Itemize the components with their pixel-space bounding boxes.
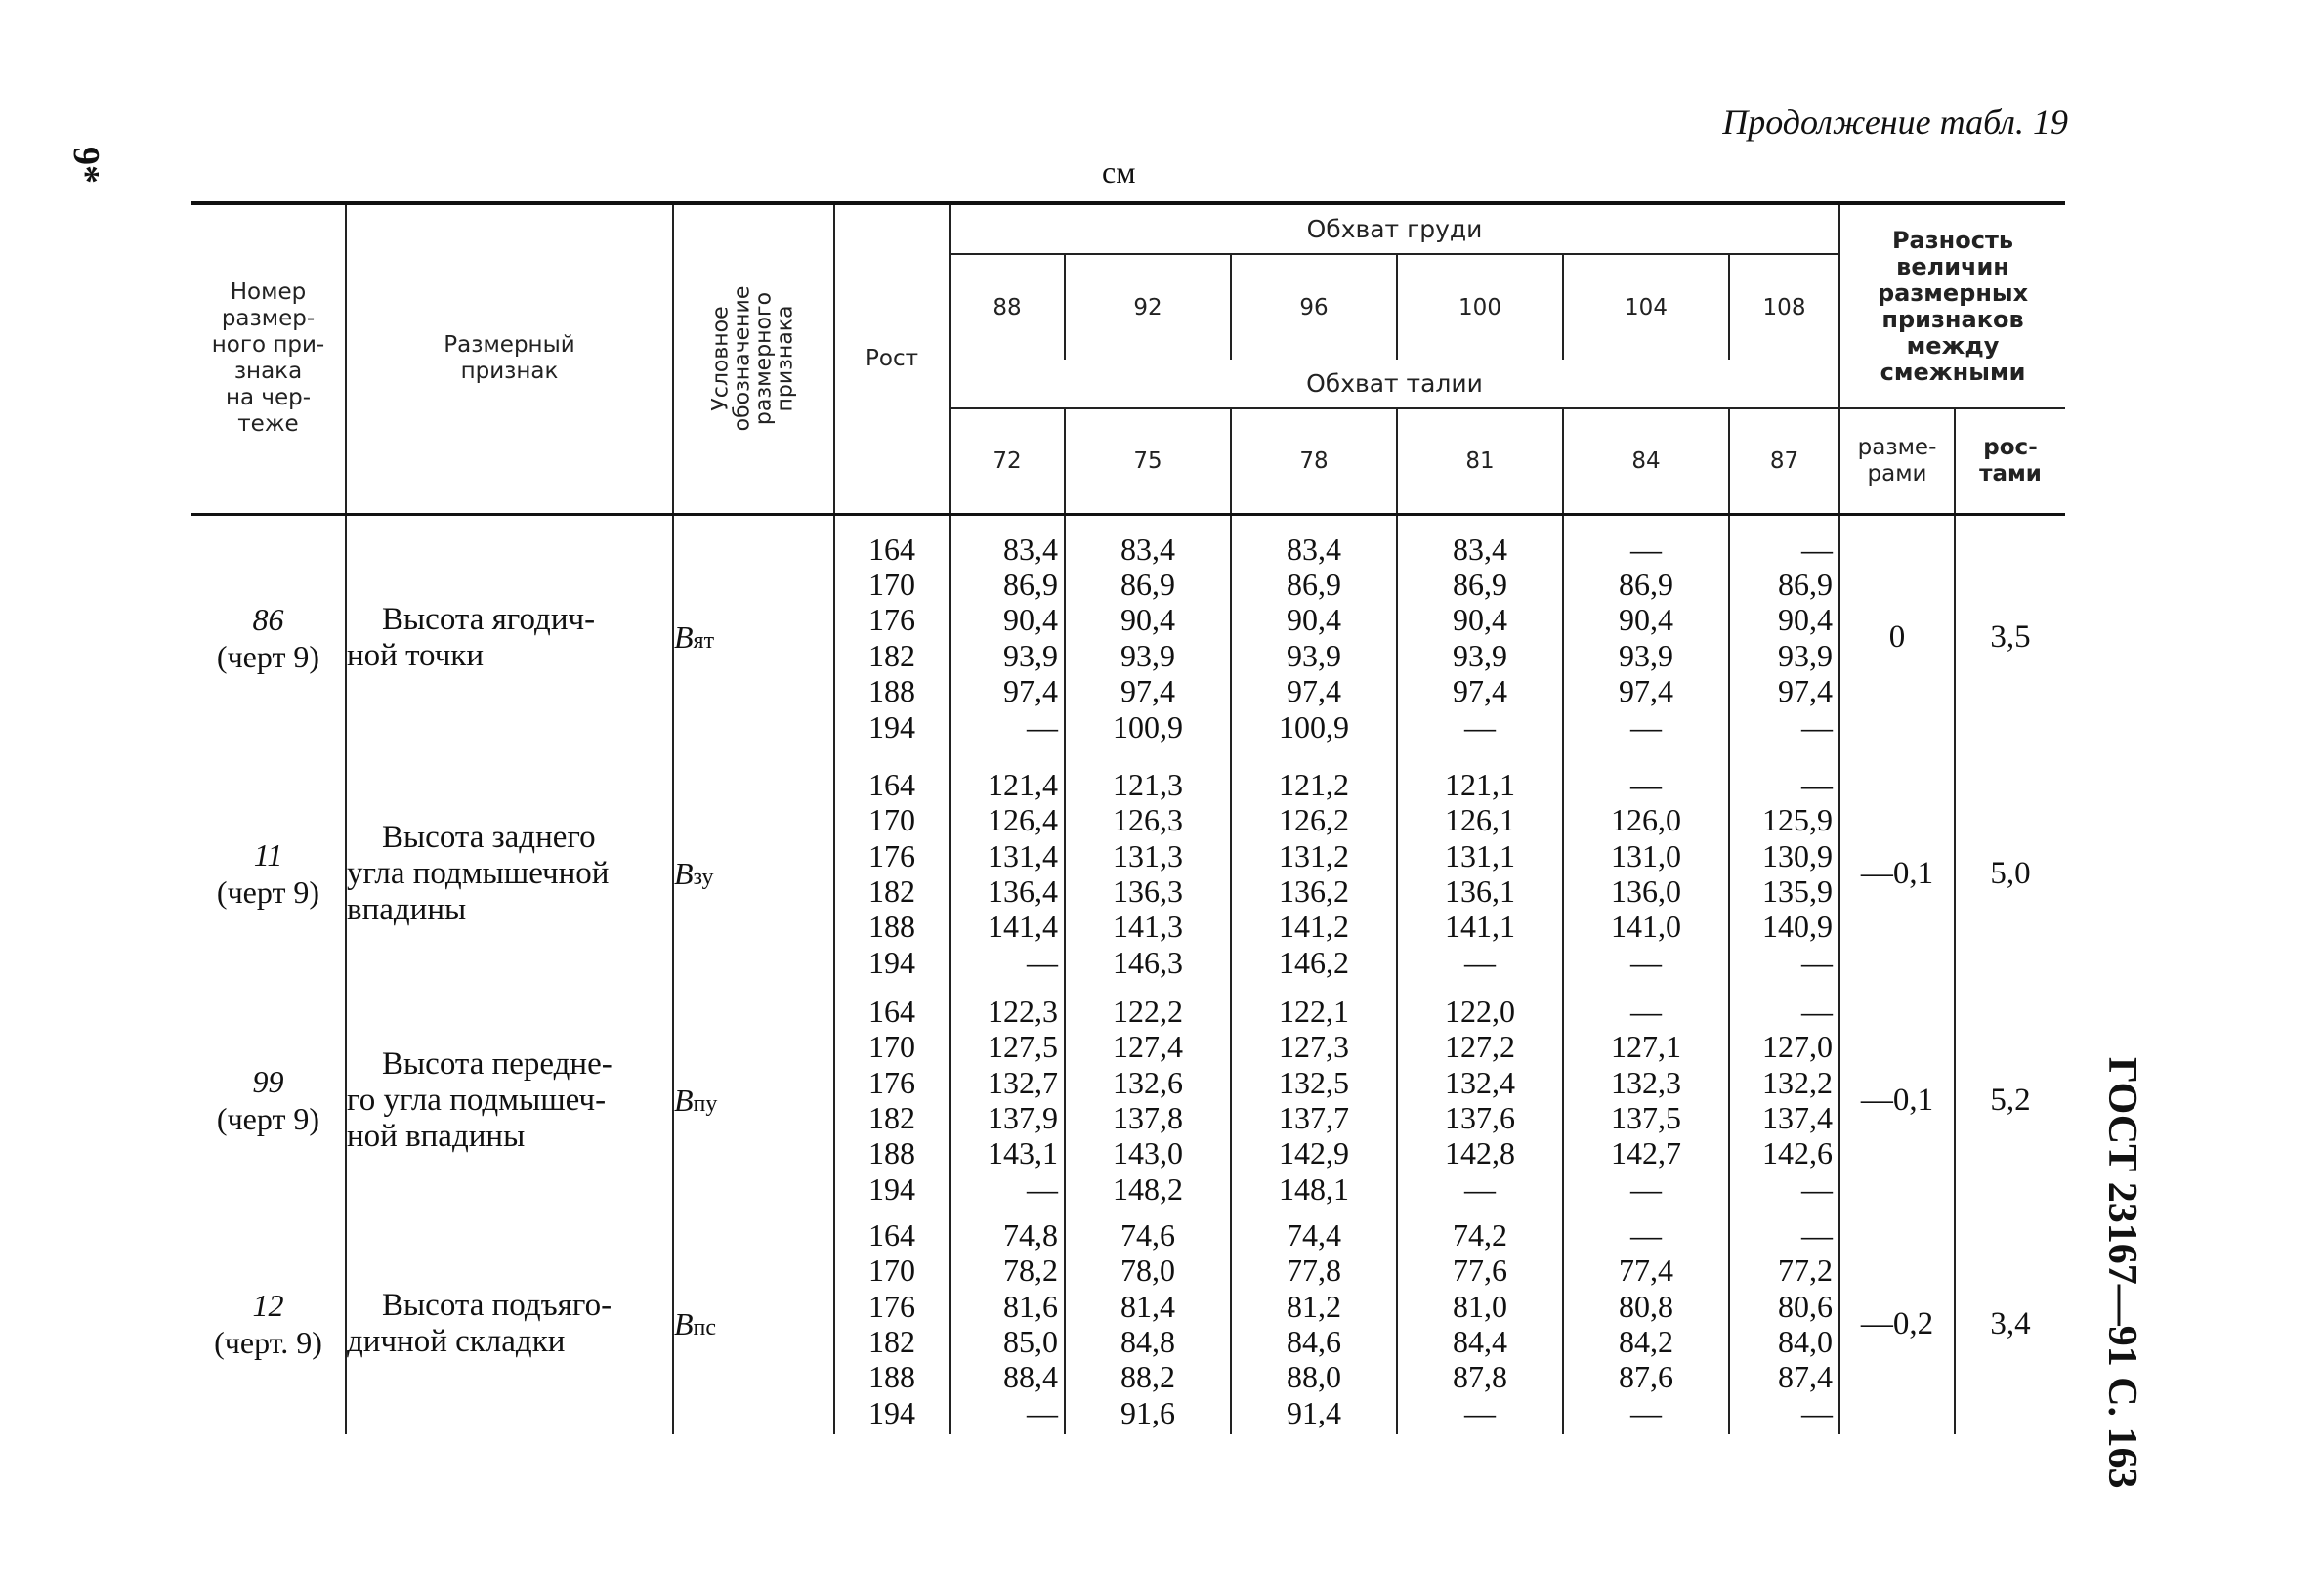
diff-between-sizes: —0,1 (1839, 760, 1955, 987)
header-diff-sizes-line: разме- (1857, 434, 1937, 460)
size-column (1231, 760, 1397, 987)
measurement-value: 93,9 (1120, 637, 1175, 673)
measurement-value: — (1464, 1394, 1496, 1430)
measurement-value: 136,1 (1445, 873, 1515, 909)
measurement-value: — (1464, 1170, 1496, 1207)
measurement-value: — (1027, 1170, 1058, 1207)
height-value: 170 (868, 1029, 915, 1065)
feature-name (346, 514, 673, 760)
measurement-value: — (1630, 1170, 1662, 1207)
height-value: 170 (868, 1253, 915, 1289)
feature-number-value: 11 (253, 837, 283, 872)
measurement-value: 121,4 (988, 766, 1058, 802)
feature-name (346, 760, 673, 987)
measurement-value: 131,3 (1113, 837, 1183, 873)
feature-name-line: Высота ягодич- (382, 601, 596, 637)
measurement-value: — (1464, 944, 1496, 980)
measurement-value: 125,9 (1762, 802, 1834, 838)
measurement-value: — (1801, 944, 1834, 980)
measurement-value: 77,6 (1453, 1253, 1507, 1289)
measurement-value: 136,2 (1279, 873, 1349, 909)
height-value: 170 (868, 566, 915, 602)
waist-value: 84 (1563, 408, 1729, 514)
measurement-value: 135,9 (1762, 873, 1834, 909)
chest-value: 104 (1563, 254, 1729, 360)
height-value: 182 (868, 1100, 915, 1135)
feature-number (191, 760, 346, 987)
drawing-reference: (черт 9) (216, 874, 320, 910)
diff-between-sizes: —0,1 (1839, 987, 1955, 1213)
measurement-value: 148,1 (1279, 1170, 1349, 1207)
height-value: 182 (868, 637, 915, 673)
height-value: 182 (868, 1324, 915, 1359)
measurement-value: — (1801, 1394, 1834, 1430)
header-height: Рост (834, 203, 950, 514)
drawing-reference: (черт 9) (216, 638, 320, 674)
measurement-value: 126,1 (1445, 802, 1515, 838)
measurement-value: 127,5 (988, 1029, 1058, 1065)
symbol-letter: В (674, 855, 694, 891)
diff-between-heights: 3,4 (1955, 1213, 2065, 1434)
feature-name-line: дичной складки (347, 1324, 566, 1359)
measurement-value: 121,3 (1113, 766, 1183, 802)
measurement-value: 140,9 (1762, 909, 1834, 945)
measurement-value: 141,3 (1113, 909, 1183, 945)
measurement-value: 143,0 (1113, 1135, 1183, 1171)
height-value: 194 (868, 1170, 915, 1207)
measurement-value: 131,4 (988, 837, 1058, 873)
measurement-value: 83,4 (1120, 531, 1175, 567)
measurement-value: 126,2 (1279, 802, 1349, 838)
size-column (1729, 1213, 1839, 1434)
size-column (1563, 760, 1729, 987)
measurement-value: 74,6 (1120, 1216, 1175, 1253)
size-column (1563, 1213, 1729, 1434)
size-column (1563, 514, 1729, 760)
measurement-value: 130,9 (1762, 837, 1834, 873)
height-value: 188 (868, 673, 915, 709)
header-number-line: Номер (230, 279, 307, 306)
height-value: 188 (868, 909, 915, 945)
measurement-value: 141,1 (1445, 909, 1515, 945)
header-diff-line: Разность (1891, 226, 2014, 254)
measurement-value: 84,6 (1287, 1324, 1341, 1359)
measurement-value: 88,4 (1003, 1359, 1058, 1395)
height-values (834, 987, 950, 1213)
header-diff-sizes (1839, 408, 1955, 514)
measurement-value: 90,4 (1453, 602, 1507, 638)
header-symbol-line: обозначение (730, 285, 755, 432)
header-diff-line: признаков (1881, 305, 2024, 333)
measurement-value: 87,8 (1453, 1359, 1507, 1395)
measurement-value: 136,0 (1611, 873, 1681, 909)
measurement-value: 88,2 (1120, 1359, 1175, 1395)
measurement-value: 74,2 (1453, 1216, 1507, 1253)
measurement-value: 86,9 (1778, 566, 1834, 602)
measurement-value: 93,9 (1003, 637, 1058, 673)
chest-value: 108 (1729, 254, 1839, 360)
symbol-subscript: зу (693, 864, 714, 890)
size-column (1065, 760, 1231, 987)
measurement-value: 137,8 (1113, 1100, 1183, 1135)
feature-symbol (673, 514, 834, 760)
measurement-value: 127,2 (1445, 1029, 1515, 1065)
measurement-value: 136,4 (988, 873, 1058, 909)
measurement-value: 81,6 (1003, 1288, 1058, 1324)
size-column (1231, 1213, 1397, 1434)
feature-symbol (673, 1213, 834, 1434)
measurement-value: 97,4 (1287, 673, 1341, 709)
feature-name (346, 987, 673, 1213)
measurement-value: 122,0 (1445, 993, 1515, 1029)
measurement-value: 97,4 (1003, 673, 1058, 709)
measurement-value: 97,4 (1453, 673, 1507, 709)
header-diff-heights-line: рос- (1983, 434, 2038, 460)
measurement-value: — (1801, 993, 1834, 1029)
header-number-line: ного при- (211, 332, 325, 359)
measurement-value: 132,4 (1445, 1064, 1515, 1100)
size-column (1563, 987, 1729, 1213)
feature-name-line: Высота заднего (382, 819, 596, 855)
symbol-subscript: пу (693, 1090, 718, 1117)
measurement-value: 93,9 (1287, 637, 1341, 673)
feature-name-line: ной точки (347, 637, 484, 673)
measurement-value: 84,4 (1453, 1324, 1507, 1359)
measurement-value: 100,9 (1279, 708, 1349, 744)
measurement-value: 81,4 (1120, 1288, 1175, 1324)
table-row (191, 987, 2065, 1213)
measurement-value: 126,3 (1113, 802, 1183, 838)
measurement-value: 93,9 (1619, 637, 1673, 673)
measurement-value: 84,2 (1619, 1324, 1673, 1359)
height-values (834, 760, 950, 987)
measurement-value: 126,0 (1611, 802, 1681, 838)
measurement-value: 131,2 (1279, 837, 1349, 873)
measurement-value: 132,3 (1611, 1064, 1681, 1100)
feature-name (346, 1213, 673, 1434)
size-column (1397, 1213, 1563, 1434)
measurement-value: 86,9 (1003, 566, 1058, 602)
measurement-value: 86,9 (1287, 566, 1341, 602)
waist-value: 87 (1729, 408, 1839, 514)
height-value: 170 (868, 802, 915, 838)
measurement-value: 87,6 (1619, 1359, 1673, 1395)
measurement-value: 78,0 (1120, 1253, 1175, 1289)
measurement-value: 93,9 (1778, 637, 1834, 673)
measurement-value: 137,4 (1762, 1100, 1834, 1135)
size-column (1729, 514, 1839, 760)
header-symbol-line: признака (773, 305, 798, 412)
measurement-value: 131,0 (1611, 837, 1681, 873)
measurement-value: 137,5 (1611, 1100, 1681, 1135)
table-row (191, 760, 2065, 987)
header-diff-sizes-line: рами (1867, 460, 1927, 487)
measurement-value: — (1801, 708, 1834, 744)
size-column (1397, 987, 1563, 1213)
measurement-value: — (1027, 944, 1058, 980)
waist-value: 78 (1231, 408, 1397, 514)
diff-between-heights: 3,5 (1955, 514, 2065, 760)
header-chest-label: Обхват груди (950, 203, 1839, 254)
header-symbol-line: размерного (751, 291, 777, 425)
measurement-value: 86,9 (1619, 566, 1673, 602)
waist-value: 72 (950, 408, 1065, 514)
measurement-value: 85,0 (1003, 1324, 1058, 1359)
chest-value: 92 (1065, 254, 1231, 360)
chest-value: 88 (950, 254, 1065, 360)
feature-name-line: Высота подъяго- (382, 1288, 613, 1323)
measurement-value: — (1630, 531, 1662, 567)
measurement-value: 136,3 (1113, 873, 1183, 909)
measurement-value: — (1801, 1170, 1834, 1207)
header-waist-label: Обхват талии (950, 360, 1839, 408)
height-value: 176 (868, 602, 915, 638)
feature-name-line: угла подмышечной (347, 855, 610, 891)
feature-number-value: 86 (252, 601, 284, 637)
size-column (1231, 987, 1397, 1213)
diff-between-heights: 5,0 (1955, 760, 2065, 987)
height-value: 176 (868, 1064, 915, 1100)
height-value: 176 (868, 837, 915, 873)
feature-number-value: 12 (252, 1288, 284, 1323)
symbol-letter: В (674, 619, 694, 656)
diff-between-sizes: —0,2 (1839, 1213, 1955, 1434)
height-value: 194 (868, 708, 915, 744)
page-mark: 9* (65, 147, 106, 184)
header-diff-line: между (1906, 331, 2000, 360)
drawing-reference: (черт. 9) (214, 1325, 322, 1360)
feature-name-line: Высота передне- (382, 1045, 613, 1082)
feature-symbol (673, 987, 834, 1213)
measurement-value: 132,5 (1279, 1064, 1349, 1100)
height-value: 182 (868, 873, 915, 909)
measurement-value: 143,1 (988, 1135, 1058, 1171)
measurement-value: 132,2 (1762, 1064, 1834, 1100)
height-value: 164 (868, 1216, 915, 1253)
header-name (346, 203, 673, 514)
header-number-line: теже (237, 411, 299, 438)
measurement-value: 127,4 (1113, 1029, 1183, 1065)
feature-name-line: впадины (347, 891, 467, 927)
size-column (950, 1213, 1065, 1434)
measurement-value: 74,4 (1287, 1216, 1341, 1253)
symbol-subscript: ят (693, 628, 715, 655)
diff-between-sizes: 0 (1839, 514, 1955, 760)
measurement-value: — (1464, 708, 1496, 744)
measurement-value: — (1801, 766, 1834, 802)
measurement-value: 141,0 (1611, 909, 1681, 945)
measurement-value: 97,4 (1778, 673, 1834, 709)
measurement-value: 80,8 (1619, 1288, 1673, 1324)
header-diff-line: размерных (1877, 278, 2029, 307)
chest-value: 100 (1397, 254, 1563, 360)
measurement-value: 81,0 (1453, 1288, 1507, 1324)
measurement-value: 86,9 (1120, 566, 1175, 602)
measurement-value: 146,3 (1113, 944, 1183, 980)
measurement-value: 121,1 (1445, 766, 1515, 802)
measurement-value: — (1630, 1394, 1662, 1430)
measurement-value: 146,2 (1279, 944, 1349, 980)
height-values (834, 514, 950, 760)
measurement-value: 83,4 (1453, 531, 1507, 567)
measurement-value: 132,6 (1113, 1064, 1183, 1100)
measurement-value: 77,2 (1778, 1253, 1834, 1289)
measurement-value: 141,4 (988, 909, 1058, 945)
height-value: 188 (868, 1135, 915, 1171)
measurement-value: 90,4 (1287, 602, 1341, 638)
measurement-value: 142,7 (1611, 1135, 1681, 1171)
height-value: 176 (868, 1288, 915, 1324)
header-number (191, 203, 346, 514)
measurement-value: — (1630, 944, 1662, 980)
measurement-value: 74,8 (1003, 1216, 1058, 1253)
symbol-subscript: пс (693, 1314, 717, 1340)
header-diff (1839, 203, 2065, 408)
size-column (1397, 514, 1563, 760)
table-caption: Продолжение табл. 19 (1722, 103, 2068, 142)
header-number-line: на чер- (225, 385, 312, 411)
measurement-value: 137,9 (988, 1100, 1058, 1135)
size-column (1065, 987, 1231, 1213)
waist-value: 81 (1397, 408, 1563, 514)
measurement-value: — (1801, 1216, 1834, 1253)
measurement-value: 142,9 (1279, 1135, 1349, 1171)
measurement-value: 93,9 (1453, 637, 1507, 673)
measurement-value: 90,4 (1619, 602, 1673, 638)
measurement-value: 137,7 (1279, 1100, 1349, 1135)
measurement-value: 127,3 (1279, 1029, 1349, 1065)
measurement-value: — (1630, 1216, 1662, 1253)
feature-number (191, 1213, 346, 1434)
feature-symbol (673, 760, 834, 987)
header-symbol (673, 203, 834, 514)
drawing-reference: (черт 9) (216, 1101, 320, 1136)
measurement-value: 137,6 (1445, 1100, 1515, 1135)
measurement-value: 83,4 (1003, 531, 1058, 567)
height-value: 194 (868, 944, 915, 980)
height-value: 164 (868, 993, 915, 1029)
measurement-value: 78,2 (1003, 1253, 1058, 1289)
measurement-value: 142,6 (1762, 1135, 1834, 1171)
measurement-value: 90,4 (1003, 602, 1058, 638)
measurement-value: 141,2 (1279, 909, 1349, 945)
side-title: ГОСТ 23167—91 С. 163 (2099, 1057, 2144, 1489)
header-number-line: знака (233, 359, 303, 385)
header-name-line: Размерный (444, 332, 575, 359)
measurement-value: 90,4 (1120, 602, 1175, 638)
measurement-value: 131,1 (1445, 837, 1515, 873)
measurement-value: 84,8 (1120, 1324, 1175, 1359)
chest-value: 96 (1231, 254, 1397, 360)
height-value: 164 (868, 766, 915, 802)
table-row (191, 1213, 2065, 1434)
size-column (950, 987, 1065, 1213)
measurement-value: 97,4 (1619, 673, 1673, 709)
diff-between-heights: 5,2 (1955, 987, 2065, 1213)
table-row (191, 514, 2065, 760)
header-diff-heights (1955, 408, 2065, 514)
feature-number (191, 514, 346, 760)
measurement-value: 90,4 (1778, 602, 1834, 638)
measurement-value: — (1630, 766, 1662, 802)
size-column (1065, 1213, 1231, 1434)
size-column (950, 514, 1065, 760)
header-number-line: размер- (221, 306, 316, 332)
size-column (1065, 514, 1231, 760)
height-value: 194 (868, 1394, 915, 1430)
unit-label: см (1102, 154, 1136, 190)
feature-name-line: го угла подмышеч- (347, 1082, 607, 1118)
measurement-value: 77,8 (1287, 1253, 1341, 1289)
measurement-value: 88,0 (1287, 1359, 1341, 1395)
waist-value: 75 (1065, 408, 1231, 514)
measurement-value: — (1801, 531, 1834, 567)
measurement-value: 91,6 (1120, 1394, 1175, 1430)
feature-name-line: ной впадины (347, 1118, 526, 1154)
height-value: 188 (868, 1359, 915, 1395)
header-symbol-line: Условное (708, 306, 734, 411)
size-column (950, 760, 1065, 987)
measurement-value: 80,6 (1778, 1288, 1834, 1324)
measurement-value: 87,4 (1778, 1359, 1834, 1395)
measurement-value: 148,2 (1113, 1170, 1183, 1207)
measurement-value: 86,9 (1453, 566, 1507, 602)
measurement-value: 122,1 (1279, 993, 1349, 1029)
symbol-letter: В (674, 1082, 694, 1118)
measurement-value: 83,4 (1287, 531, 1341, 567)
measurement-value: — (1027, 708, 1058, 744)
measurement-value: 77,4 (1619, 1253, 1673, 1289)
measurement-value: 84,0 (1778, 1324, 1834, 1359)
measurement-value: 132,7 (988, 1064, 1058, 1100)
header-name-line: признак (460, 359, 559, 385)
measurement-value: 81,2 (1287, 1288, 1341, 1324)
measurement-value: 122,3 (988, 993, 1058, 1029)
height-value: 164 (868, 531, 915, 567)
height-values (834, 1213, 950, 1434)
size-column (1397, 760, 1563, 987)
measurement-value: — (1027, 1394, 1058, 1430)
measurement-value: 100,9 (1113, 708, 1183, 744)
feature-number-value: 99 (252, 1064, 284, 1099)
measurement-value: — (1630, 708, 1662, 744)
size-column (1729, 987, 1839, 1213)
symbol-letter: В (674, 1305, 694, 1341)
measurement-value: 122,2 (1113, 993, 1183, 1029)
header-diff-line: смежными (1880, 358, 2026, 386)
measurement-table (191, 201, 2065, 1434)
size-column (1231, 514, 1397, 760)
measurement-value: 97,4 (1120, 673, 1175, 709)
measurement-value: 127,0 (1762, 1029, 1834, 1065)
measurement-value: — (1630, 993, 1662, 1029)
measurement-value: 127,1 (1611, 1029, 1681, 1065)
measurement-value: 121,2 (1279, 766, 1349, 802)
measurement-value: 91,4 (1287, 1394, 1341, 1430)
measurement-value: 126,4 (988, 802, 1058, 838)
size-column (1729, 760, 1839, 987)
feature-number (191, 987, 346, 1213)
header-diff-heights-line: тами (1979, 460, 2042, 487)
header-diff-line: величин (1896, 252, 2009, 280)
measurement-value: 142,8 (1445, 1135, 1515, 1171)
